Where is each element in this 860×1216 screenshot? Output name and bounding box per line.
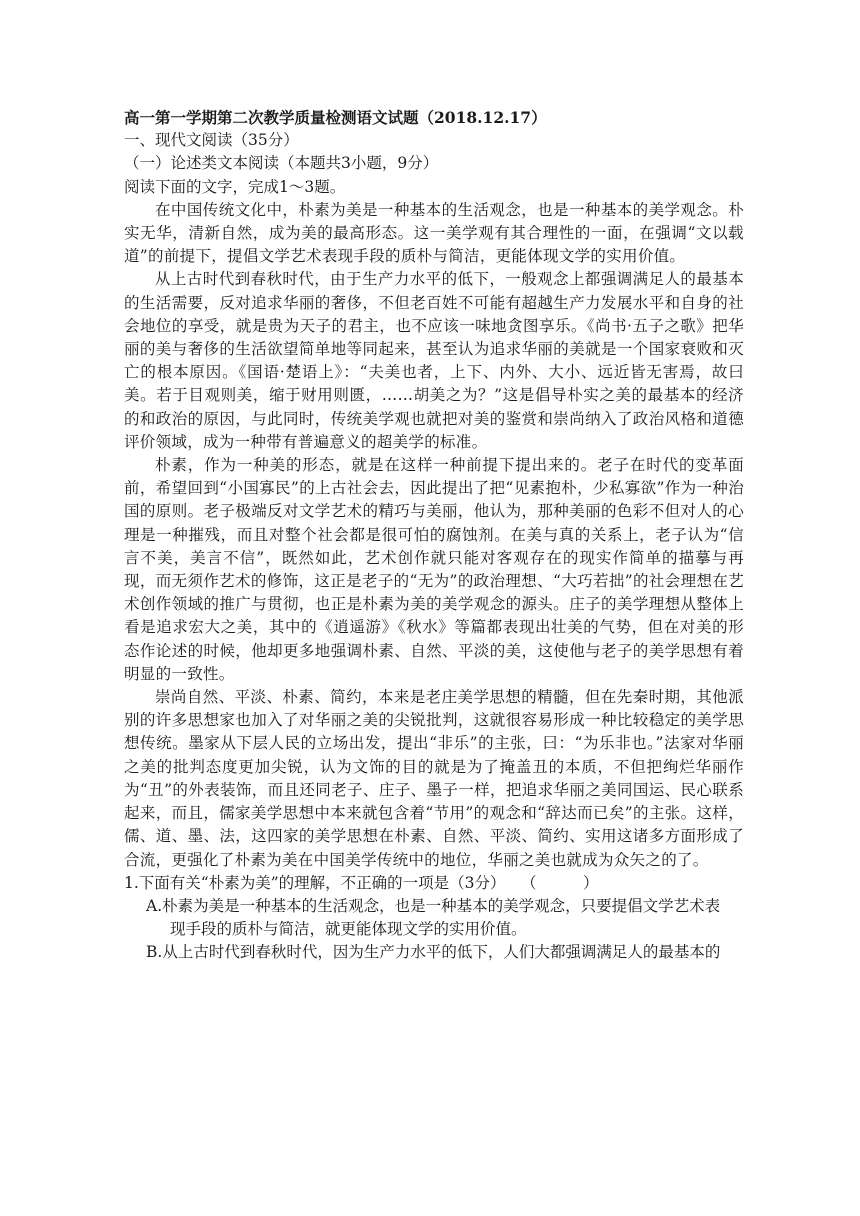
option-b: B.从上古时代到春秋时代，因为生产力水平的低下，人们大都强调满足人的最基本的	[146, 943, 721, 962]
passage-paragraph-3: 朴素，作为一种美的形态，就是在这样一种前提下提出来的。老子在时代的变革面前，希望回到“小国寡民”的上古社会去，因此提出了把“见素抱朴，少私寡欲”作为一种治国的原则。老子极端反对文学艺术的精巧与美丽，他认为，那种美丽的色彩不但对人的心理是一种摧残，而且对整个社会都是很可怕的腐蚀剂。在美与真的关系上，老子认为“信言不美，美言不信”，既然如此，艺术创作就只能对客观存在的现实作简单的描摹与再现，而无须作艺术的修饰，这正是老子的“无为”的政治理想、“大巧若拙”的社会理想在艺术创作领域的推广与贯彻，也正是朴素为美的美学观念的源头。庄子的美学理想从整体上看是追求宏大之美，其中的《逍遥游》《秋水》等篇都表现出壮美的气势，但在对美的形态作论述的时候，他却更多地强调朴素、自然、平淡的美，这使他与老子的美学思想有着明显的一致性。	[124, 456, 744, 683]
exam-page	[124, 106, 744, 965]
section-heading: 一、现代文阅读（35分）	[124, 131, 299, 150]
passage-paragraph-2: 从上古时代到春秋时代，由于生产力水平的低下，一般观念上都强调满足人的最基本的生活需要，反对追求华丽的奢侈，不但老百姓不可能有超越生产力发展水平和自身的社会地位的享受，就是贵为天子的君主，也不应该一味地贪图享乐。《尚书·五子之歌》把华丽的美与奢侈的生活欲望简单地等同起来，甚至认为追求华丽的美就是一个国家衰败和灭亡的根本原因。《国语·楚语上》：“夫美也者，上下、内外、大小、远近皆无害焉，故曰美。若于目观则美，缩于财用则匮，……胡美之为？”这是倡导朴实之美的最基本的经济的和政治的原因，与此同时，传统美学观也就把对美的鉴赏和崇尚纳入了政治风格和道德评价领域，成为一种带有普遍意义的超美学的标准。	[124, 270, 744, 451]
passage-paragraph-4: 崇尚自然、平淡、朴素、简约，本来是老庄美学思想的精髓，但在先秦时期，其他派别的许多思想家也加入了对华丽之美的尖锐批判，这就很容易形成一种比较稳定的美学思想传统。墨家从下层人民的立场出发，提出“非乐”的主张，曰：“为乐非也。”法家对华丽之美的批判态度更加尖锐，认为文饰的目的就是为了掩盖丑的本质，不但把绚烂华丽作为“丑”的外表装饰，而且还同老子、庄子、墨子一样，把追求华丽之美同国运、民心联系起来，而且，儒家美学思想中本来就包含着“节用”的观念和“辞达而已矣”的主张。这样，儒、道、墨、法，这四家的美学思想在朴素、自然、平淡、简约、实用这诸多方面形成了合流，更强化了朴素为美在中国美学传统中的地位，华丽之美也就成为众矢之的了。	[124, 688, 744, 869]
option-a-continued: 现手段的质朴与简洁，就更能体现文学的实用价值。	[170, 920, 527, 939]
passage-paragraph-1: 在中国传统文化中，朴素为美是一种基本的生活观念，也是一种基本的美学观念。朴实无华，清新自然，成为美的最高形态。这一美学观有其合理性的一面，在强调“文以载道”的前提下，提倡文学艺术表现手段的质朴与简洁，更能体现文学的实用价值。	[124, 200, 744, 266]
option-a: A.朴素为美是一种基本的生活观念，也是一种基本的美学观念，只要提倡文学艺术表	[146, 896, 721, 915]
question-1: 1.下面有关“朴素为美”的理解，不正确的一项是（3分） （ ）	[124, 873, 599, 892]
reading-instruction: 阅读下面的文字，完成1～3题。	[124, 177, 346, 196]
exam-title: 高一第一学期第二次教学质量检测语文试题（2018.12.17）	[124, 108, 547, 127]
subsection-heading: （一）论述类文本阅读（本题共3小题，9分）	[124, 154, 439, 173]
